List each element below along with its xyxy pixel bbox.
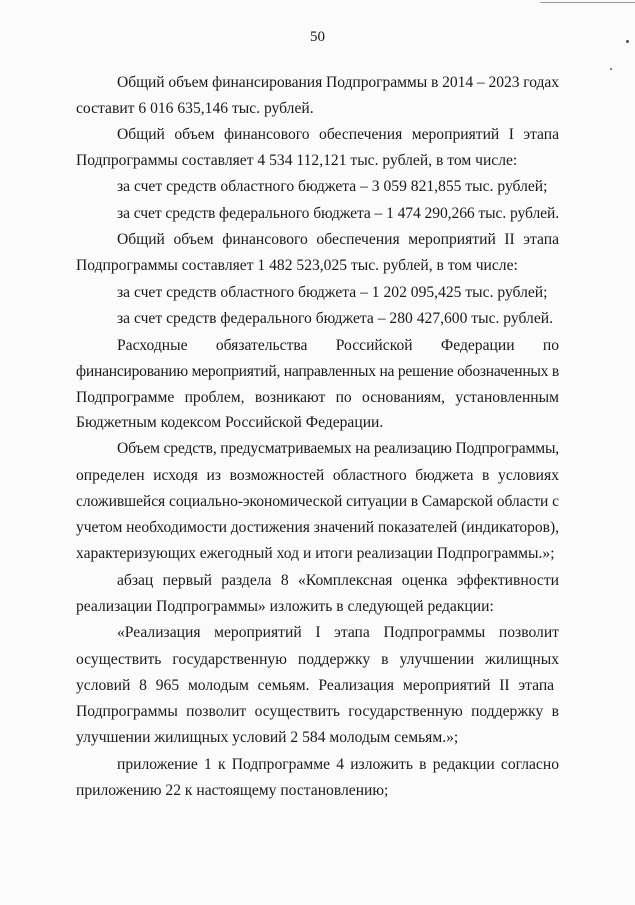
scan-speck xyxy=(610,68,612,70)
text-line: условий 8 965 молодым семьям. Реализация мероприятий II этапа xyxy=(76,677,555,694)
text-line: Подпрограмме проблем, возникают по основаниям, установленным xyxy=(76,389,559,406)
text-line: Общий объем финансового обеспечения мероприятий I этапа xyxy=(117,126,559,143)
scan-edge-mark xyxy=(540,2,635,3)
text-line: Подпрограммы составляет 4 534 112,121 тыс. рублей, в том числе: xyxy=(76,152,518,169)
text-line: финансированию мероприятий, направленных на решение обозначенных в xyxy=(76,363,559,380)
scan-speck xyxy=(626,40,629,43)
text-line: приложение 1 к Подпрограмме 4 изложить в редакции согласно xyxy=(117,756,559,773)
text-line: Общий объем финансового обеспечения мероприятий II этапа xyxy=(117,231,559,248)
text-line: Объем средств, предусматриваемых на реализацию Подпрограммы, xyxy=(117,440,559,457)
text-line: Подпрограммы составляет 1 482 523,025 тыс. рублей, в том числе: xyxy=(76,257,518,274)
text-line: составит 6 016 635,146 тыс. рублей. xyxy=(76,100,314,117)
text-line: за счет средств областного бюджета – 3 059 821,855 тыс. рублей; xyxy=(117,178,548,195)
text-line: учетом необходимости достижения значений показателей (индикаторов), xyxy=(76,519,559,536)
page-number: 50 xyxy=(310,29,325,45)
text-line: приложению 22 к настоящему постановлению; xyxy=(76,782,389,799)
text-line: абзац первый раздела 8 «Комплексная оценка эффективности xyxy=(117,572,559,589)
text-line: «Реализация мероприятий I этапа Подпрограммы позволит xyxy=(117,624,559,641)
text-line: Бюджетным кодексом Российской Федерации. xyxy=(76,414,384,431)
text-line: определен исходя из возможностей областного бюджета в условиях xyxy=(76,467,559,484)
text-line: Расходные обязательства Российской Федерации по xyxy=(117,337,559,354)
text-line: за счет средств федерального бюджета – 1 474 290,266 тыс. рублей. xyxy=(117,205,560,222)
text-line: осуществить государственную поддержку в улучшении жилищных xyxy=(76,651,559,668)
text-line: улучшении жилищных условий 2 584 молодым семьям.»; xyxy=(76,729,459,746)
text-line: сложившейся социально-экономической ситуации в Самарской области с xyxy=(76,493,559,510)
text-line: за счет средств областного бюджета – 1 202 095,425 тыс. рублей; xyxy=(117,284,548,301)
text-line: Общий объем финансирования Подпрограммы в 2014 – 2023 годах xyxy=(117,74,559,91)
text-line: за счет средств федерального бюджета – 280 427,600 тыс. рублей. xyxy=(117,310,553,327)
text-line: характеризующих ежегодный ход и итоги реализации Подпрограммы.»; xyxy=(76,545,555,562)
text-line: Подпрограммы позволит осуществить государственную поддержку в xyxy=(76,703,559,720)
text-line: реализации Подпрограммы» изложить в следующей редакции: xyxy=(76,598,494,615)
